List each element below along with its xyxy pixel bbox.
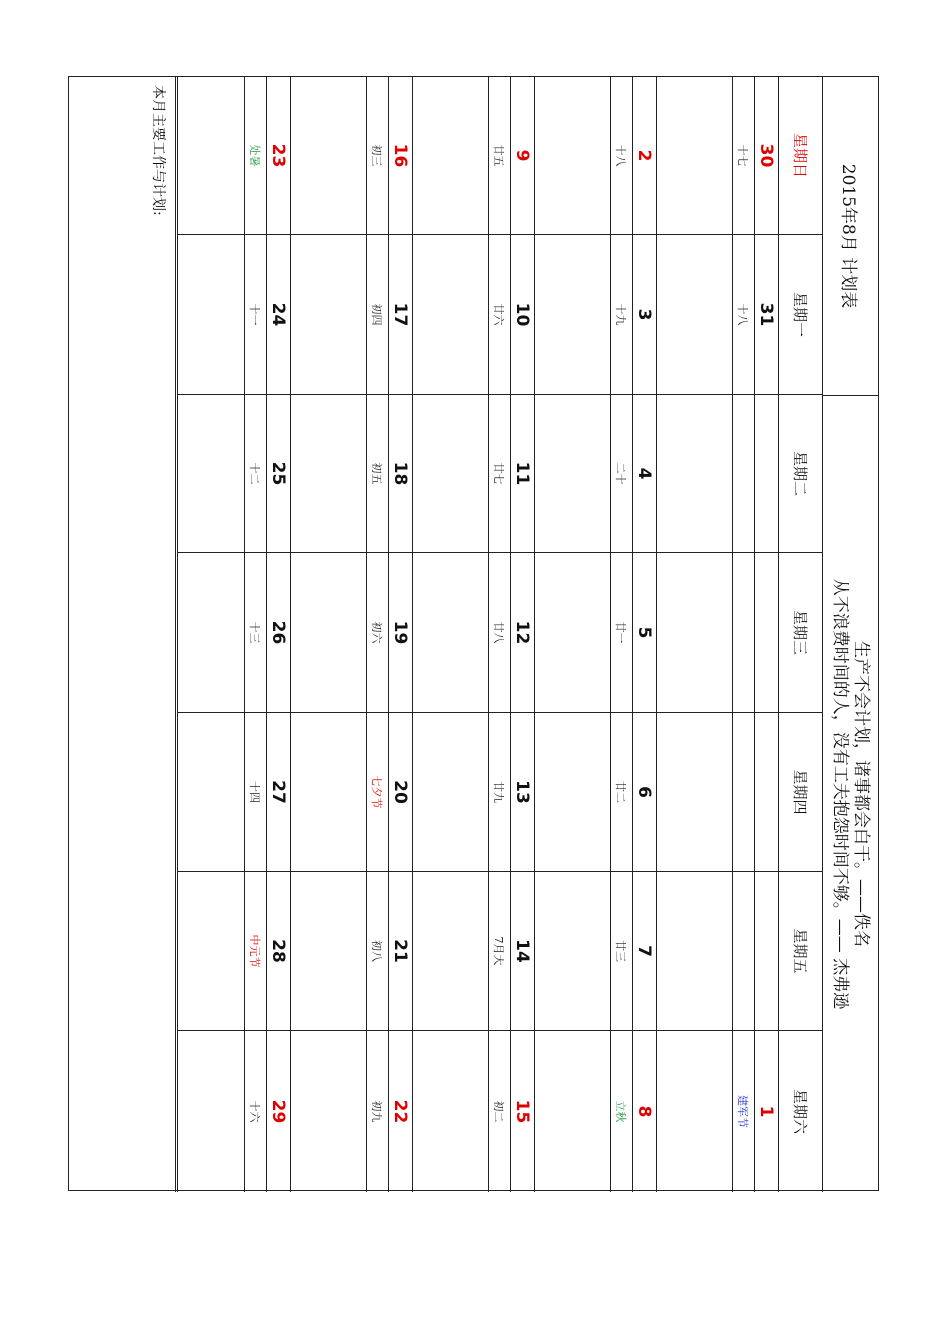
lunar-date: 初八 [366,872,388,1031]
lunar-date: 7月大 [488,872,510,1031]
lunar-date: 初九 [366,1031,388,1192]
day-notes-cell[interactable] [290,553,366,713]
day-number: 23 [266,77,290,235]
day-number: 8 [632,1031,656,1192]
weekday-header: 星期日 [778,77,822,235]
day-notes-cell[interactable] [290,77,366,235]
day-number: 15 [510,1031,534,1192]
weekday-header: 星期二 [778,395,822,553]
calendar-grid [176,77,823,1192]
day-notes-cell[interactable] [290,713,366,872]
day-notes-cell[interactable] [177,1031,244,1192]
day-notes-cell[interactable] [656,713,732,872]
day-notes-cell[interactable] [656,395,732,553]
day-notes-cell[interactable] [534,1031,610,1192]
weekday-header: 星期一 [778,235,822,395]
day-number: 29 [266,1031,290,1192]
day-notes-cell[interactable] [177,395,244,553]
day-number: 11 [510,395,534,553]
lunar-date: 十六 [244,1031,266,1192]
lunar-date: 廿七 [488,395,510,553]
lunar-date: 七夕节 [366,713,388,872]
weekday-header: 星期四 [778,713,822,872]
lunar-date: 廿六 [488,235,510,395]
page-title: 2015年8月 计划表 [838,163,858,309]
day-number: 27 [266,713,290,872]
lunar-date: 立秋 [610,1031,632,1192]
day-notes-cell[interactable] [177,713,244,872]
lunar-date: 廿一 [610,553,632,713]
day-number: 26 [266,553,290,713]
lunar-date [732,872,754,1031]
monthly-plan-area[interactable] [67,77,176,1192]
day-number: 30 [754,77,778,235]
lunar-date: 十三 [244,553,266,713]
lunar-date: 十九 [610,235,632,395]
lunar-date: 初三 [366,77,388,235]
day-number [754,553,778,713]
quote-line: 从不浪费时间的人，没有工夫抱怨时间不够。—— 杰弗逊 [830,578,851,1010]
lunar-date: 中元节 [244,872,266,1031]
day-notes-cell[interactable] [412,1031,488,1192]
day-number: 13 [510,713,534,872]
day-notes-cell[interactable] [290,235,366,395]
lunar-date: 建军节 [732,1031,754,1192]
lunar-date: 处暑 [244,77,266,235]
day-number: 20 [388,713,412,872]
day-number: 10 [510,235,534,395]
day-notes-cell[interactable] [177,77,244,235]
weekday-header: 星期五 [778,872,822,1031]
day-notes-cell[interactable] [656,235,732,395]
lunar-date: 廿三 [610,872,632,1031]
lunar-date: 十八 [610,77,632,235]
day-number: 3 [632,235,656,395]
lunar-date: 十四 [244,713,266,872]
lunar-date: 初四 [366,235,388,395]
day-notes-cell[interactable] [534,713,610,872]
day-number: 1 [754,1031,778,1192]
lunar-date: 十七 [732,77,754,235]
day-number: 21 [388,872,412,1031]
day-number: 25 [266,395,290,553]
quote-line: 生产不会计划，诸事都会白干。——佚名 [850,641,871,947]
day-notes-cell[interactable] [534,77,610,235]
lunar-date: 二十 [610,395,632,553]
day-notes-cell[interactable] [412,713,488,872]
day-notes-cell[interactable] [177,553,244,713]
lunar-date: 廿五 [488,77,510,235]
day-notes-cell[interactable] [656,1031,732,1192]
day-notes-cell[interactable] [656,872,732,1031]
lunar-date: 初五 [366,395,388,553]
day-notes-cell[interactable] [656,553,732,713]
day-number: 28 [266,872,290,1031]
day-number: 18 [388,395,412,553]
day-number [754,713,778,872]
day-number: 12 [510,553,534,713]
day-notes-cell[interactable] [177,872,244,1031]
day-number: 16 [388,77,412,235]
lunar-date: 廿九 [488,713,510,872]
lunar-date [732,713,754,872]
lunar-date: 廿二 [610,713,632,872]
day-notes-cell[interactable] [412,77,488,235]
day-number: 31 [754,235,778,395]
day-number: 2 [632,77,656,235]
day-number: 24 [266,235,290,395]
day-number: 7 [632,872,656,1031]
day-number: 5 [632,553,656,713]
lunar-date: 十八 [732,235,754,395]
day-notes-cell[interactable] [534,553,610,713]
day-number: 9 [510,77,534,235]
day-notes-cell[interactable] [412,395,488,553]
day-notes-cell[interactable] [412,235,488,395]
day-number: 19 [388,553,412,713]
day-notes-cell[interactable] [534,395,610,553]
day-notes-cell[interactable] [290,872,366,1031]
lunar-date: 十二 [244,395,266,553]
lunar-date: 廿八 [488,553,510,713]
day-notes-cell[interactable] [412,872,488,1031]
plan-label: 本月主要工作与计划: [150,85,166,216]
day-notes-cell[interactable] [534,872,610,1031]
day-number: 22 [388,1031,412,1192]
day-number [754,872,778,1031]
day-number [754,395,778,553]
lunar-date [732,553,754,713]
weekday-header: 星期六 [778,1031,822,1192]
day-number: 17 [388,235,412,395]
day-notes-cell[interactable] [290,395,366,553]
day-notes-cell[interactable] [534,235,610,395]
lunar-date: 初六 [366,553,388,713]
day-notes-cell[interactable] [177,235,244,395]
day-number: 6 [632,713,656,872]
weekday-header: 星期三 [778,553,822,713]
lunar-date [732,395,754,553]
day-notes-cell[interactable] [412,553,488,713]
lunar-date: 十一 [244,235,266,395]
calendar-sheet [68,76,879,1191]
day-number: 4 [632,395,656,553]
quotes-box [823,395,878,1192]
lunar-date: 初二 [488,1031,510,1192]
day-number: 14 [510,872,534,1031]
day-notes-cell[interactable] [656,77,732,235]
day-notes-cell[interactable] [290,1031,366,1192]
